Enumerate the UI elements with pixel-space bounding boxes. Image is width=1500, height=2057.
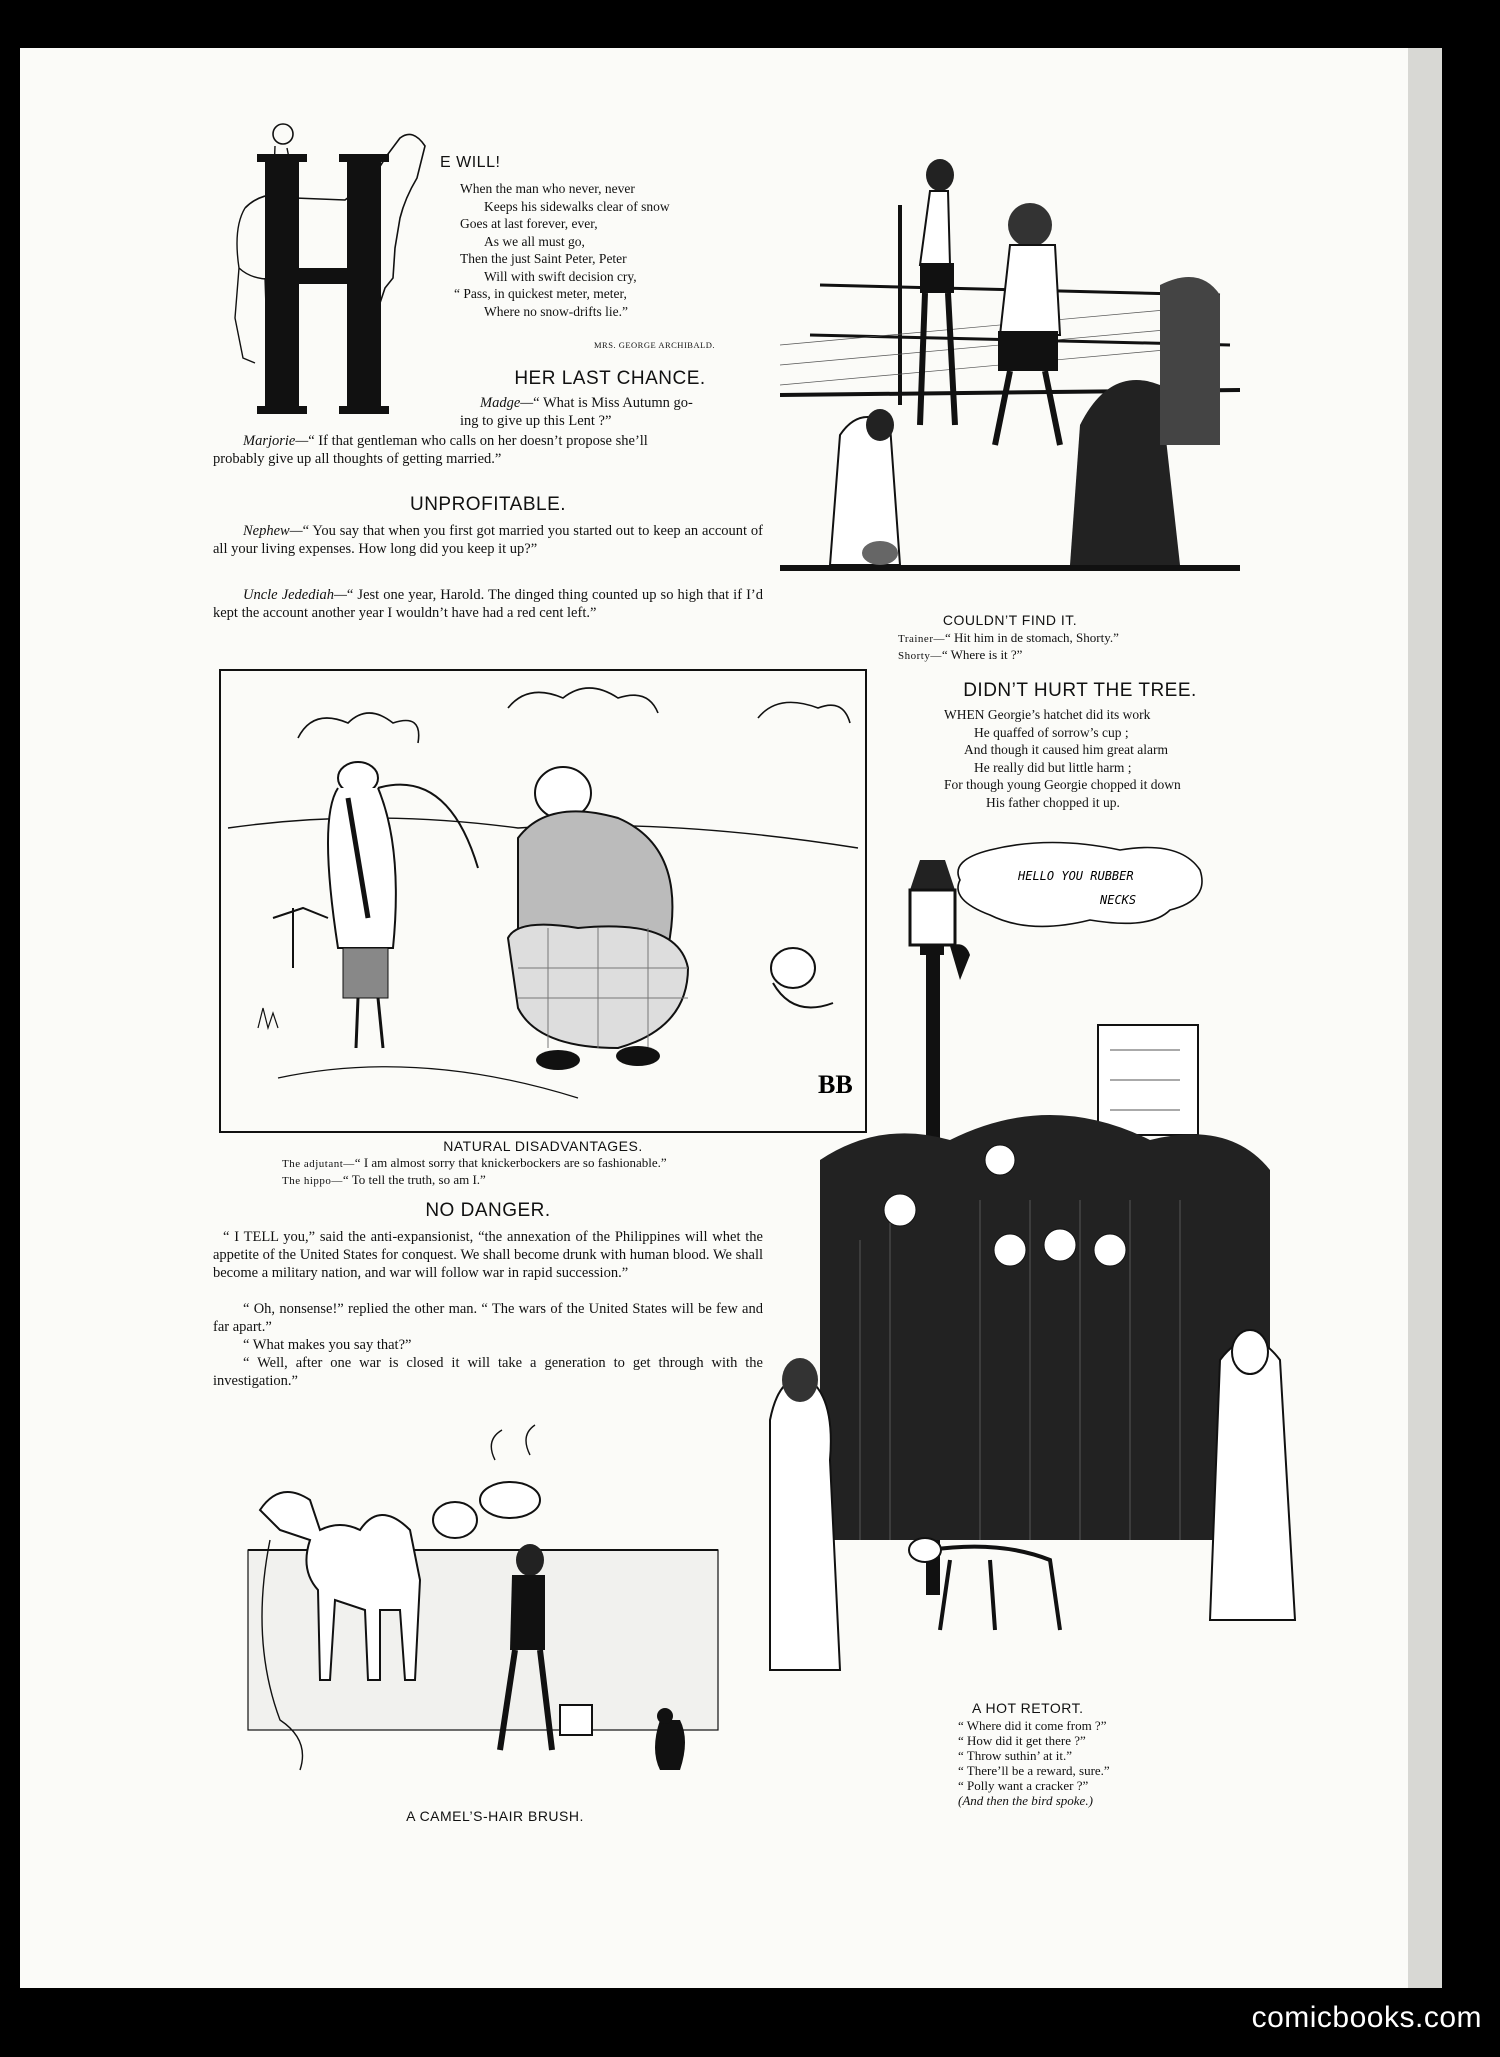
site-watermark: comicbooks.com <box>1251 2001 1482 2034</box>
street-crowd-illustration <box>750 840 1330 1700</box>
no-danger-p3: “ What makes you say that?” <box>243 1337 412 1353</box>
page-edge <box>1408 48 1442 1988</box>
hot-retort-dialogue <box>958 1718 1218 1808</box>
poem-line: His father chopped it up. <box>986 794 1120 810</box>
poem1-title: E WILL! <box>440 154 501 171</box>
poem-line: Then the just Saint Peter, Peter <box>460 251 627 266</box>
poem-line: Where no snow-drifts lie.” <box>484 303 628 319</box>
her-last-chance-title: HER LAST CHANCE. <box>514 368 706 389</box>
poem-line: Goes at last forever, ever, <box>460 216 598 231</box>
speaker-madge: Madge— <box>480 395 534 411</box>
dialogue-closing: (And then the bird spoke.) <box>958 1793 1093 1808</box>
natural-dialogue: The adjutant—“ I am almost sorry that knickerbockers are so fashionable.” The hippo—“ To tell the truth, so am I.” <box>282 1155 667 1187</box>
poem-line: He really did but little harm ; <box>974 759 1132 775</box>
camel-brush-illustration <box>240 1420 750 1800</box>
dialogue-line: “ Throw suthin’ at it.” <box>958 1748 1072 1763</box>
couldnt-find-it-dialogue: Trainer—“ Hit him in de stomach, Shorty.” Shorty—“ Where is it ?” <box>898 630 1119 662</box>
dialogue-line: “ There’ll be a reward, sure.” <box>958 1763 1110 1778</box>
didnt-hurt-title: DIDN’T HURT THE TREE. <box>963 680 1197 701</box>
speech-bubble-line2: NECKS <box>1100 893 1137 907</box>
poem-line: “ Pass, in quickest meter, meter, <box>454 286 627 301</box>
no-danger-p2: “ Oh, nonsense!” replied the other man. “ The wars of the United States will be few and far apart.” <box>213 1301 763 1335</box>
hot-retort-title: A HOT RETORT. <box>972 1700 1084 1716</box>
didnt-hurt-poem <box>944 706 1274 811</box>
dialogue-line: “ Where did it come from ?” <box>958 1718 1107 1733</box>
poem-line: When the man who never, never <box>460 181 635 196</box>
her-last-chance-line1: Madge—“ What is Miss Autumn go- ing to give up this Lent ?” <box>460 395 693 429</box>
boxing-ring-illustration <box>780 145 1240 605</box>
dropcap-horse-illustration <box>225 118 460 418</box>
no-danger-p4: “ Well, after one war is closed it will take a generation to get through with the investigation.” <box>213 1355 763 1389</box>
natural-title: NATURAL DISADVANTAGES. <box>443 1138 643 1154</box>
dialogue-line: “ How did it get there ?” <box>958 1733 1086 1748</box>
dialogue-line: “ Polly want a cracker ?” <box>958 1778 1089 1793</box>
camel-caption: A CAMEL’S-HAIR BRUSH. <box>406 1808 584 1824</box>
artist-signature: BB <box>818 1070 853 1099</box>
poem-line: He quaffed of sorrow’s cup ; <box>974 724 1129 740</box>
couldnt-find-it-title: COULDN’T FIND IT. <box>942 612 1078 628</box>
unprofitable-p1: Nephew—“ You say that when you first got married you started out to keep an account of all your living expenses. How long did you keep it up?” <box>213 523 763 557</box>
poem-line: And though it caused him great alarm <box>964 742 1168 757</box>
poem-line: As we all must go, <box>484 233 585 249</box>
no-danger-p1: “ I TELL you,” said the anti-expansionist, “the annexation of the Philippines will whet the appetite of the United States for conquest. We shall become drunk with human blood. We shall become a military nation, and war will follow war in rapid succession.” <box>213 1229 763 1281</box>
no-danger-title: NO DANGER. <box>425 1200 551 1221</box>
unprofitable-title: UNPROFITABLE. <box>409 494 567 515</box>
poem1-author: MRS. GEORGE ARCHIBALD. <box>594 340 716 350</box>
poem-line: WHEN Georgie’s hatchet did its work <box>944 707 1151 722</box>
her-last-chance-line2: Marjorie—“ If that gentleman who calls on her doesn’t propose she’ll probably give up all thoughts of getting married.” <box>213 433 648 467</box>
poem-line: Keeps his sidewalks clear of snow <box>484 198 670 214</box>
speech-bubble-line1: HELLO YOU RUBBER <box>1018 869 1134 883</box>
poem-line: For though young Georgie chopped it down <box>944 777 1181 792</box>
speaker-marjorie: Marjorie— <box>243 433 309 449</box>
poem1-body <box>454 180 760 320</box>
unprofitable-p2: Uncle Jedediah—“ Jest one year, Harold. The dinged thing counted up so high that if I’d kept the account another year I wouldn’t have had a red cent left.” <box>213 587 763 621</box>
poem-line: Will with swift decision cry, <box>484 268 637 284</box>
